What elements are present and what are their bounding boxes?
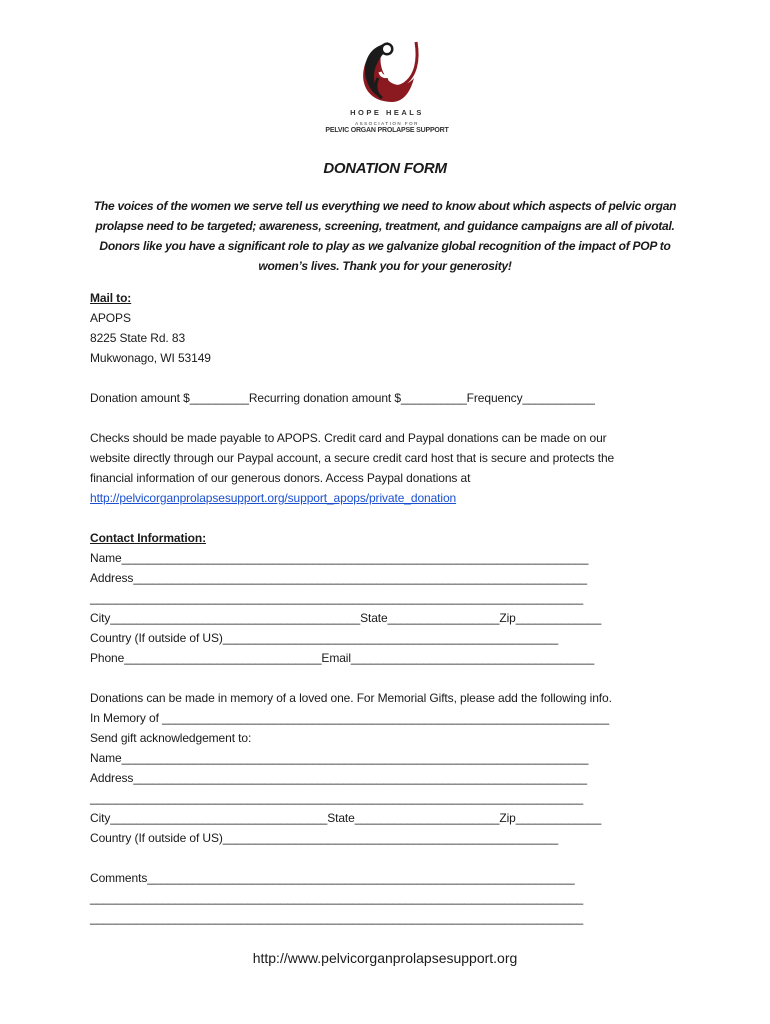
logo-assoc-line: ASSOCIATION FOR (355, 121, 419, 126)
contact-city-state-zip[interactable]: City______________________________________State_________________Zip_____________ (90, 611, 602, 625)
figure-logo-icon (356, 36, 420, 106)
comments-field[interactable]: Comments_________________________________________________________________ (90, 871, 575, 885)
paypal-donation-link[interactable]: http://pelvicorganprolapsesupport.org/support_apops/private_donation (90, 491, 457, 505)
send-ack-label: Send gift acknowledgement to: (90, 731, 252, 745)
mail-line-3: Mukwonago, WI 53149 (90, 351, 211, 365)
contact-phone-email[interactable]: Phone______________________________Email_____________________________________ (90, 651, 595, 665)
ack-address-field[interactable]: Address_____________________________________________________________________ (90, 771, 587, 785)
contact-heading: Contact Information: (90, 531, 206, 545)
footer-url: http://www.pelvicorganprolapsesupport.org (252, 950, 518, 966)
form-title: DONATION FORM (323, 160, 447, 177)
donation-amount-line[interactable]: Donation amount $_________Recurring donation amount $__________Frequency___________ (90, 391, 595, 405)
contact-address-line-2[interactable]: ___________________________________________________________________________ (90, 591, 584, 605)
contact-address-field[interactable]: Address_____________________________________________________________________ (90, 571, 587, 585)
mail-line-1: APOPS (90, 311, 131, 325)
comments-line-3[interactable]: ___________________________________________________________________________ (90, 911, 584, 925)
contact-name-field[interactable]: Name_______________________________________________________________________ (90, 551, 589, 565)
checks-line-3: financial information of our generous donors. Access Paypal donations at (90, 471, 471, 485)
mail-line-2: 8225 State Rd. 83 (90, 331, 186, 345)
contact-country-field[interactable]: Country (If outside of US)___________________________________________________ (90, 631, 559, 645)
logo-org-name: HOPE HEALS (350, 108, 424, 117)
intro-paragraph: The voices of the women we serve tell us everything we need to know about which aspects of pelvic organ prolapse need to be targeted; awareness, screening, treatment, and guidance campaigns are all of pivotal. Donors like you have a significant role to play as we galvanize global recognition of the impact of POP to women’s lives. Thank you for your generosity! (93, 199, 677, 273)
checks-line-1: Checks should be made payable to APOPS. Credit card and Paypal donations can be made on our (90, 431, 607, 445)
logo-sub-line: PELVIC ORGAN PROLAPSE SUPPORT (325, 127, 449, 134)
hope-heals-logo (312, 36, 462, 140)
memorial-intro: Donations can be made in memory of a loved one. For Memorial Gifts, please add the following info. (90, 691, 612, 705)
checks-line-2: website directly through our Paypal account, a secure credit card host that is secure and protects the (90, 451, 615, 465)
ack-city-state-zip[interactable]: City_________________________________State______________________Zip_____________ (90, 811, 602, 825)
ack-address-line-2[interactable]: ___________________________________________________________________________ (90, 791, 584, 805)
comments-line-2[interactable]: ___________________________________________________________________________ (90, 891, 584, 905)
ack-name-field[interactable]: Name_______________________________________________________________________ (90, 751, 589, 765)
ack-country-field[interactable]: Country (If outside of US)___________________________________________________ (90, 831, 559, 845)
in-memory-field[interactable]: In Memory of ____________________________________________________________________ (90, 711, 610, 725)
mail-heading: Mail to: (90, 291, 132, 305)
